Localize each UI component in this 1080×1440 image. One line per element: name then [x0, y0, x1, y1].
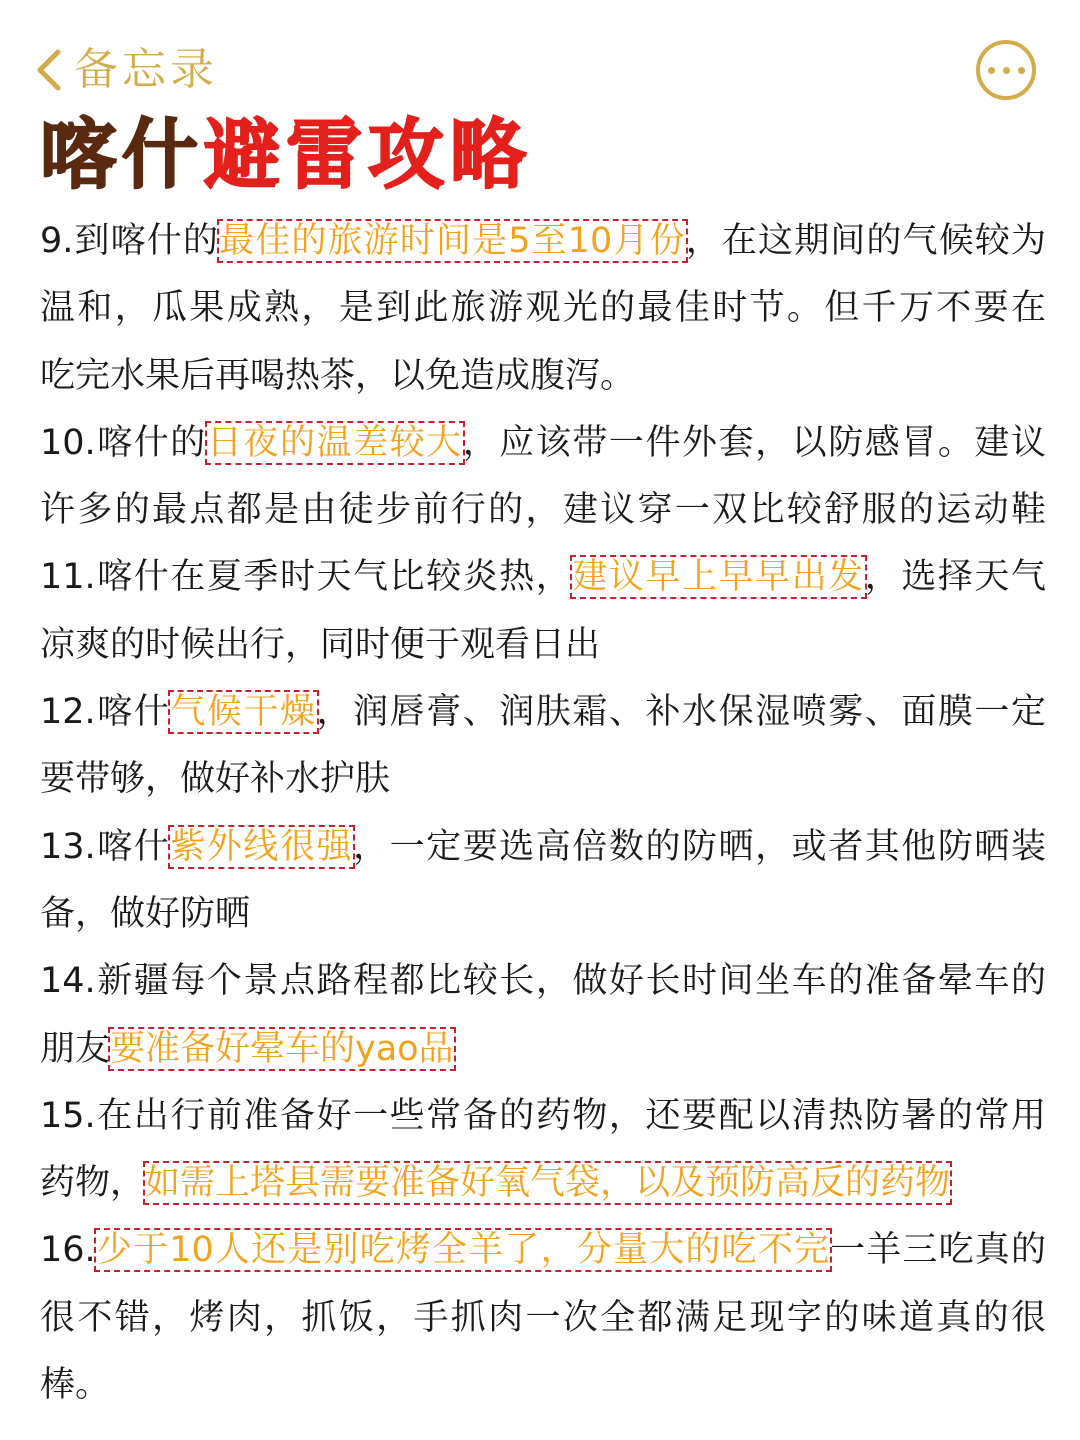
navigation-bar — [0, 0, 1080, 120]
text-segment: ，一定要选高倍数的防晒，或者其他防晒装 — [353, 826, 1046, 867]
text-segment: 12.喀什 — [40, 692, 171, 733]
highlighted-text: 紫外线很强 — [170, 826, 354, 867]
text-line — [40, 343, 1046, 410]
more-dot-icon — [988, 67, 995, 74]
highlighted-text: 最佳的旅游时间是5至10月份 — [219, 221, 686, 261]
highlighted-text: 要准备好晕车的yao品 — [110, 1028, 454, 1069]
text-line — [40, 208, 1046, 275]
text-line — [40, 881, 1046, 948]
text-segment: ，应该带一件外套，以防感冒。建议 — [462, 422, 1046, 463]
text-segment: 9.到喀什的 — [40, 221, 220, 261]
more-options-button[interactable] — [976, 40, 1036, 100]
text-line — [40, 410, 1046, 477]
text-line — [40, 1217, 1046, 1284]
text-segment: 要带够，做好补水护肤 — [40, 759, 391, 800]
text-segment: 10.喀什的 — [40, 422, 207, 463]
text-line — [40, 1016, 1046, 1083]
more-dot-icon — [1003, 67, 1010, 74]
more-dot-icon — [1018, 67, 1025, 74]
text-line — [40, 544, 1046, 611]
text-segment: 15.在出行前准备好一些常备的药物，还要配以清热防暑的常用 — [40, 1095, 1046, 1136]
text-segment: ，在这期间的气候较为 — [685, 221, 1046, 261]
text-line — [40, 275, 1046, 342]
text-segment: ，选择天气 — [864, 557, 1046, 598]
highlighted-text: 气候干燥 — [170, 692, 317, 733]
text-line — [40, 948, 1046, 1015]
text-segment: 朋友 — [40, 1028, 111, 1069]
chevron-left-icon — [34, 48, 64, 92]
text-line — [40, 1352, 1046, 1419]
text-line — [40, 1285, 1046, 1352]
text-segment: 棒。 — [40, 1365, 111, 1406]
text-segment: 11.喀什在夏季时天气比较炎热， — [40, 557, 573, 598]
text-segment: 很不错，烤肉，抓饭，手抓肉一次全都满足现字的味道真的很 — [40, 1297, 1046, 1338]
note-body — [40, 208, 1046, 1419]
text-segment: 吃完水果后再喝热茶，以免造成腹泻。 — [40, 355, 636, 396]
text-segment: 温和，瓜果成熟，是到此旅游观光的最佳时节。但千万不要在 — [40, 288, 1046, 329]
text-line — [40, 1083, 1046, 1150]
text-segment: 14.新疆每个景点路程都比较长，做好长时间坐车的准备晕车的 — [40, 961, 1046, 1002]
text-segment: 许多的最点都是由徒步前行的，建议穿一双比较舒服的运动鞋 — [40, 490, 1046, 531]
highlighted-text: 少于10人还是别吃烤全羊了，分量大的吃不完 — [95, 1230, 831, 1271]
text-segment: 16. — [40, 1230, 96, 1271]
text-line — [40, 477, 1046, 544]
highlighted-text: 建议早上早早出发 — [572, 557, 865, 598]
text-segment: 凉爽的时候出行，同时便于观看日出 — [40, 624, 601, 665]
text-line — [40, 679, 1046, 746]
text-line — [40, 746, 1046, 813]
text-segment: 药物， — [40, 1163, 146, 1204]
note-title — [40, 112, 532, 198]
text-segment: 备，做好防晒 — [40, 893, 251, 934]
text-segment: ，润唇膏、润肤霜、补水保湿喷雾、面膜一定 — [316, 692, 1046, 733]
title-topic: 避雷攻略 — [204, 110, 532, 199]
text-line — [40, 612, 1046, 679]
text-segment: 一羊三吃真的 — [830, 1230, 1046, 1271]
back-button[interactable] — [34, 38, 218, 102]
text-line — [40, 1150, 1046, 1217]
highlighted-text: 日夜的温差较大 — [206, 422, 463, 463]
back-label: 备忘录 — [74, 44, 218, 95]
text-line — [40, 814, 1046, 881]
highlighted-text: 如需上塔县需要准备好氧气袋，以及预防高反的药物 — [145, 1163, 951, 1204]
text-segment: 13.喀什 — [40, 826, 171, 867]
title-city: 喀什 — [40, 110, 204, 199]
